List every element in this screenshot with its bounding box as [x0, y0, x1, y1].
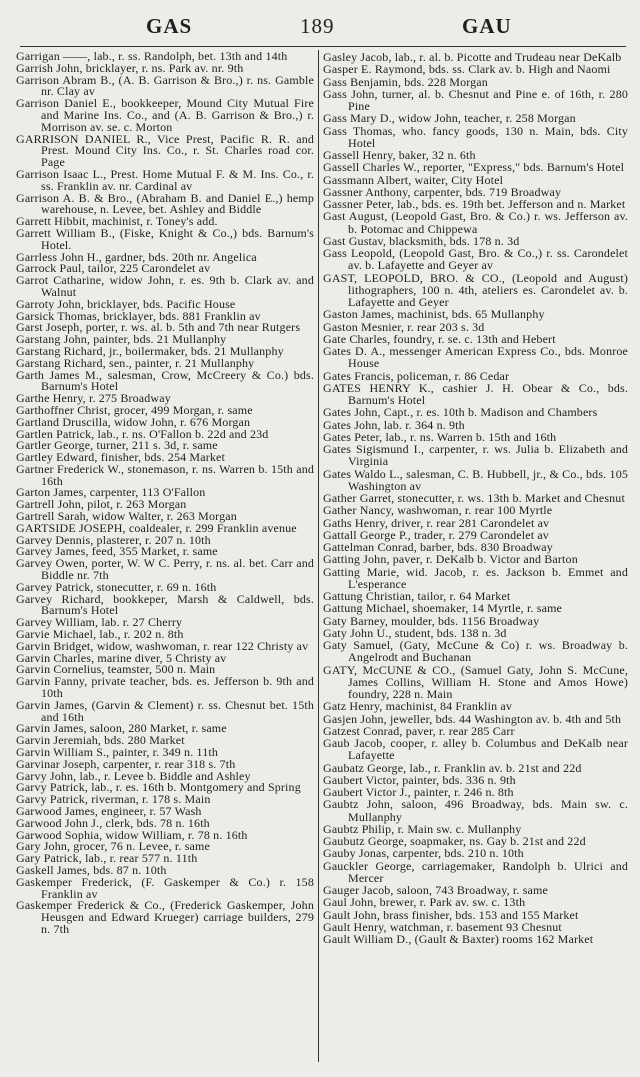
directory-entry: Gates Sigismund I., carpenter, r. ws. Julia b. Elizabeth and Virginia: [323, 442, 628, 469]
directory-entry: GATES HENRY K., cashier J. H. Obear & Co., bds. Barnum's Hotel: [323, 380, 628, 407]
directory-entry: Garwood John J., clerk, bds. 78 n. 16th: [16, 815, 210, 830]
directory-entry: Gauger Jacob, saloon, 743 Broadway, r. same: [323, 883, 548, 897]
directory-entry: Gates D. A., messenger American Express Co., bds. Monroe House: [323, 344, 628, 371]
right-column: [323, 51, 628, 945]
directory-entry: Gartlen Patrick, lab., r. ns. O'Fallon b. 22d and 23d: [16, 426, 269, 441]
directory-entry: Gault John, brass finisher, bds. 153 and 155 Market: [323, 907, 579, 922]
directory-entry: Garrison A. B. & Bro., (Abraham B. and Daniel E.,) hemp warehouse, n. Levee, bet. Ashley and Biddle: [16, 190, 314, 217]
directory-entry: Garvey Richard, bookkeper, Marsh & Caldwell, bds. Barnum's Hotel: [16, 591, 314, 618]
directory-entry: Gaub Jacob, cooper, r. alley b. Columbus and DeKalb near Lafayette: [323, 736, 628, 763]
directory-entry: Gather Nancy, washwoman, r. rear 100 Myrtle: [323, 503, 553, 518]
directory-entry: Gaths Henry, driver, r. rear 281 Carondelet av: [323, 515, 550, 530]
directory-entry: Gaubert Victor J., painter, r. 246 n. 8th: [323, 785, 514, 799]
directory-entry: Gatzest Conrad, paver, r. rear 285 Carr: [323, 723, 515, 738]
directory-entry: Garrison Isaac L., Prest. Home Mutual F. & M. Ins. Co., r. ss. Franklin av. nr. Cardinal av: [16, 166, 314, 193]
directory-entry: GAST, LEOPOLD, BRO. & CO., (Leopold and August) lithographers, 100 n. 4th, ateliers es. Carondelet av. b. Lafayette and Geyer: [323, 270, 628, 309]
running-head-left: GAS: [146, 14, 193, 38]
directory-entry: Gauckler George, carriagemaker, Randolph b. Ulrici and Mercer: [323, 858, 628, 885]
directory-entry: Garvey William, lab. r. 27 Cherry: [16, 615, 183, 630]
directory-entry: Garthe Henry, r. 275 Broadway: [16, 391, 171, 406]
directory-entry: Garvin James, (Garvin & Clement) r. ss. Chesnut bet. 15th and 16th: [16, 697, 314, 724]
directory-entry: GARTSIDE JOSEPH, coaldealer, r. 299 Franklin avenue: [16, 520, 297, 535]
directory-entry: Garvey Patrick, stonecutter, r. 69 n. 16th: [16, 579, 217, 594]
directory-entry: Garroty John, bricklayer, bds. Pacific House: [16, 296, 236, 311]
directory-entry: Gassell Henry, baker, 32 n. 6th: [323, 148, 476, 162]
column-divider: [318, 50, 319, 1062]
directory-entry: Garstang Richard, jr., boilermaker, bds. 21 Mullanphy: [16, 343, 284, 358]
directory-entry: Garrless John H., gardner, bds. 20th nr. Angelica: [16, 249, 257, 264]
directory-entry: Gaul John, brewer, r. Park av. sw. c. 13th: [323, 895, 526, 910]
directory-entry: Garvey Owen, porter, W. W C. Perry, r. ns. al. bet. Carr and Biddle nr. 7th: [16, 556, 314, 583]
directory-entry: Gass Thomas, who. fancy goods, 130 n. Main, bds. City Hotel: [323, 123, 628, 150]
directory-entry: Garvin Fanny, private teacher, bds. es. Jefferson b. 9th and 10th: [16, 674, 314, 701]
directory-entry: Gaubtz Philip, r. Main sw. c. Mullanphy: [323, 821, 522, 836]
directory-entry: Gaskemper Frederick & Co., (Frederick Gaskemper, John Heusgen and Edward Krueger) carriage builders, 279 n. 7th: [16, 898, 314, 936]
directory-entry: Gatting Marie, wid. Jacob, r. es. Jackson b. Emmet and L'esperance: [323, 564, 628, 591]
directory-entry: Gault William D., (Gault & Baxter) rooms 162 Market: [323, 932, 594, 946]
directory-entry: Gaubtz John, saloon, 496 Broadway, bds. Main sw. c. Mullanphy: [323, 797, 628, 824]
directory-entry: GARRISON DANIEL R., Vice Prest, Pacific R. R. and Prest. Mound City Ins. Co., r. St. Charles road cor. Page: [16, 131, 314, 170]
directory-entry: Gary Patrick, lab., r. rear 577 n. 11th: [16, 851, 198, 866]
directory-entry: Gates Peter, lab., r. ns. Warren b. 15th and 16th: [323, 429, 557, 444]
directory-entry: Gate Charles, foundry, r. se. c. 13th and Hebert: [323, 331, 556, 346]
directory-entry: Gassner Anthony, carpenter, bds. 719 Broadway: [323, 184, 562, 199]
directory-entry: Gast August, (Leopold Gast, Bro. & Co.) r. ws. Jefferson av. b. Potomac and Chippewa: [323, 209, 628, 236]
directory-entry: Gass John, turner, al. b. Chesnut and Pine e. of 16th, r. 280 Pine: [323, 86, 628, 113]
directory-entry: Gauby Jonas, carpenter, bds. 210 n. 10th: [323, 846, 524, 861]
directory-entry: Gasper E. Raymond, bds. ss. Clark av. b. High and Naomi: [323, 62, 611, 77]
directory-entry: Gassell Charles W., reporter, "Express," bds. Barnum's Hotel: [323, 160, 625, 175]
directory-entry: Gaskemper Frederick, (F. Gaskemper & Co.) r. 158 Franklin av: [16, 874, 314, 901]
directory-entry: Gaty Samuel, (Gaty, McCune & Co) r. ws. Broadway b. Angelrodt and Buchanan: [323, 638, 628, 665]
directory-entry: Gartrell Sarah, widow Walter, r. 263 Morgan: [16, 509, 237, 524]
directory-entry: Garrock Paul, tailor, 225 Carondelet av: [16, 261, 211, 276]
directory-entry: Gasjen John, jeweller, bds. 44 Washington av. b. 4th and 5th: [323, 711, 622, 726]
directory-entry: Gattung Christian, tailor, r. 64 Market: [323, 589, 511, 603]
directory-entry: Gass Benjamin, bds. 228 Morgan: [323, 74, 488, 89]
left-column: [16, 51, 314, 936]
directory-entry: Gartley Edward, finisher, bds. 254 Market: [16, 450, 225, 465]
directory-entry: Gaty John U., student, bds. 138 n. 3d: [323, 625, 507, 640]
running-head-right: GAU: [462, 14, 512, 38]
directory-entry: Gates John, lab. r. 364 n. 9th: [323, 417, 465, 432]
directory-entry: Garst Joseph, porter, r. ws. al. b. 5th and 7th near Rutgers: [16, 320, 301, 335]
directory-entry: Gasley Jacob, lab., r. al. b. Picotte and Trudeau near DeKalb: [323, 50, 622, 64]
directory-entry: Gaskell James, bds. 87 n. 10th: [16, 862, 167, 877]
directory-entry: Gartland Druscilla, widow John, r. 676 Morgan: [16, 414, 251, 429]
directory-entry: Gaubutz George, soapmaker, ns. Gay b. 21st and 22d: [323, 834, 586, 848]
directory-entry: Garrison Abram B., (A. B. Garrison & Bro.,) r. ns. Gamble nr. Clay av: [16, 72, 314, 99]
directory-entry: Gates Waldo L., salesman, C. B. Hubbell, jr., & Co., bds. 105 Washington av: [323, 466, 628, 493]
directory-entry: Gather Garret, stonecutter, r. ws. 13th b. Market and Chesnut: [323, 491, 625, 505]
directory-entry: Garth James M., salesman, Crow, McCreery & Co.) bds. Barnum's Hotel: [16, 367, 314, 394]
directory-entry: Gartrell John, pilot, r. 263 Morgan: [16, 497, 187, 512]
directory-entry: Gaston James, machinist, bds. 65 Mullanphy: [323, 307, 545, 322]
directory-entry: Garrison Daniel E., bookkeeper, Mound City Mutual Fire and Marine Ins. Co., and (A. B. Garrison & Bro.,) r. Morrison av. se. c. Morton: [16, 96, 314, 134]
directory-entry: Garwood James, engineer, r. 57 Wash: [16, 804, 202, 818]
directory-entry: Gattung Michael, shoemaker, 14 Myrtle, r. same: [323, 601, 563, 616]
directory-entry: Garrot Catharine, widow John, r. es. 9th b. Clark av. and Walnut: [16, 273, 314, 299]
directory-entry: Garvin Bridget, widow, washwoman, r. rear 122 Christy av: [16, 638, 309, 653]
directory-entry: Gaubatz George, lab., r. Franklin av. b. 21st and 22d: [323, 760, 582, 775]
directory-entry: Garvey Dennis, plasterer, r. 207 n. 10th: [16, 532, 211, 547]
directory-entry: Garvin Jeremiah, bds. 280 Market: [16, 733, 185, 748]
directory-entry: Gault Henry, watchman, r. basement 93 Chesnut: [323, 919, 562, 934]
directory-entry: Gates Francis, policeman, r. 86 Cedar: [323, 368, 510, 383]
directory-entry: Garvy John, lab., r. Levee b. Biddle and Ashley: [16, 768, 251, 783]
directory-entry: GATY, McCUNE & CO., (Samuel Gaty, John S. McCune, James Collins, William H. Stone and Amos Howe) foundry, 228 n. Main: [323, 662, 628, 701]
directory-entry: Gaty Barney, moulder, bds. 1156 Broadway: [323, 613, 540, 628]
directory-entry: Garrigan ——, lab., r. ss. Randolph, bet. 13th and 14th: [16, 49, 288, 63]
directory-entry: Gaston Mesnier, r. rear 203 s. 3d: [323, 319, 485, 334]
directory-entry: Gass Mary D., widow John, teacher, r. 258 Morgan: [323, 111, 576, 126]
directory-entry: Gatz Henry, machinist, 84 Franklin av: [323, 699, 513, 714]
directory-entry: Gary John, grocer, 76 n. Levee, r. same: [16, 839, 210, 854]
directory-entry: Garrett William B., (Fiske, Knight & Co.,) bds. Barnum's Hotel.: [16, 225, 314, 252]
header-rule: [20, 46, 626, 47]
directory-entry: Gaubert Victor, painter, bds. 336 n. 9th: [323, 772, 516, 787]
directory-entry: Garstang John, painter, bds. 21 Mullanphy: [16, 332, 227, 347]
directory-entry: Gates John, Capt., r. es. 10th b. Madison and Chambers: [323, 405, 598, 420]
directory-entry: Garvin Charles, marine diver, 5 Christy av: [16, 650, 227, 665]
directory-entry: Garvy Patrick, riverman, r. 178 s. Main: [16, 792, 211, 807]
directory-entry: Garvey James, feed, 355 Market, r. same: [16, 544, 218, 559]
page-number: 189: [300, 14, 335, 38]
directory-entry: Garwood Sophia, widow William, r. 78 n. 16th: [16, 827, 248, 842]
directory-entry: Garvin William S., painter, r. 349 n. 11th: [16, 745, 218, 760]
directory-entry: Gattall George P., trader, r. 279 Carondelet av: [323, 527, 549, 542]
directory-entry: Garsick Thomas, bricklayer, bds. 881 Franklin av: [16, 308, 261, 323]
directory-entry: Garton James, carpenter, 113 O'Fallon: [16, 485, 206, 500]
directory-entry: Gattelman Conrad, barber, bds. 830 Broadway: [323, 540, 553, 554]
directory-entry: Gassmann Albert, waiter, City Hotel: [323, 172, 504, 187]
directory-entry: Gartner Frederick W., stonemason, r. ns. Warren b. 15th and 16th: [16, 461, 314, 488]
directory-entry: Gassner Peter, lab., bds. es. 19th bet. Jefferson and n. Market: [323, 197, 626, 211]
directory-entry: Garvin James, saloon, 280 Market, r. same: [16, 721, 227, 736]
directory-entry: Gast Gustav, blacksmith, bds. 178 n. 3d: [323, 233, 520, 248]
directory-entry: Gatting John, paver, r. DeKalb b. Victor and Barton: [323, 552, 578, 567]
directory-entry: Gass Leopold, (Leopold Gast, Bro. & Co.,) r. ss. Carondelet av. b. Lafayette and Geyer av: [323, 246, 628, 273]
directory-entry: Garvie Michael, lab., r. 202 n. 8th: [16, 627, 184, 642]
directory-entry: Garvinar Joseph, carpenter, r. rear 318 s. 7th: [16, 756, 236, 771]
directory-entry: Garthoffner Christ, grocer, 499 Morgan, r. same: [16, 402, 253, 417]
directory-entry: Garrett Hibbit, machinist, r. Toney's add.: [16, 214, 218, 229]
directory-entry: Garvin Cornelius, teamster, 500 n. Main: [16, 662, 216, 677]
directory-entry: Garrish John, bricklayer, r. ns. Park av. nr. 9th: [16, 60, 244, 75]
directory-entry: Gartler George, turner, 211 s. 3d, r. same: [16, 438, 218, 453]
directory-entry: Garstang Richard, sen., painter, r. 21 Mullanphy: [16, 355, 255, 370]
directory-entry: Garvy Patrick, lab., r. es. 16th b. Montgomery and Spring: [16, 780, 301, 795]
